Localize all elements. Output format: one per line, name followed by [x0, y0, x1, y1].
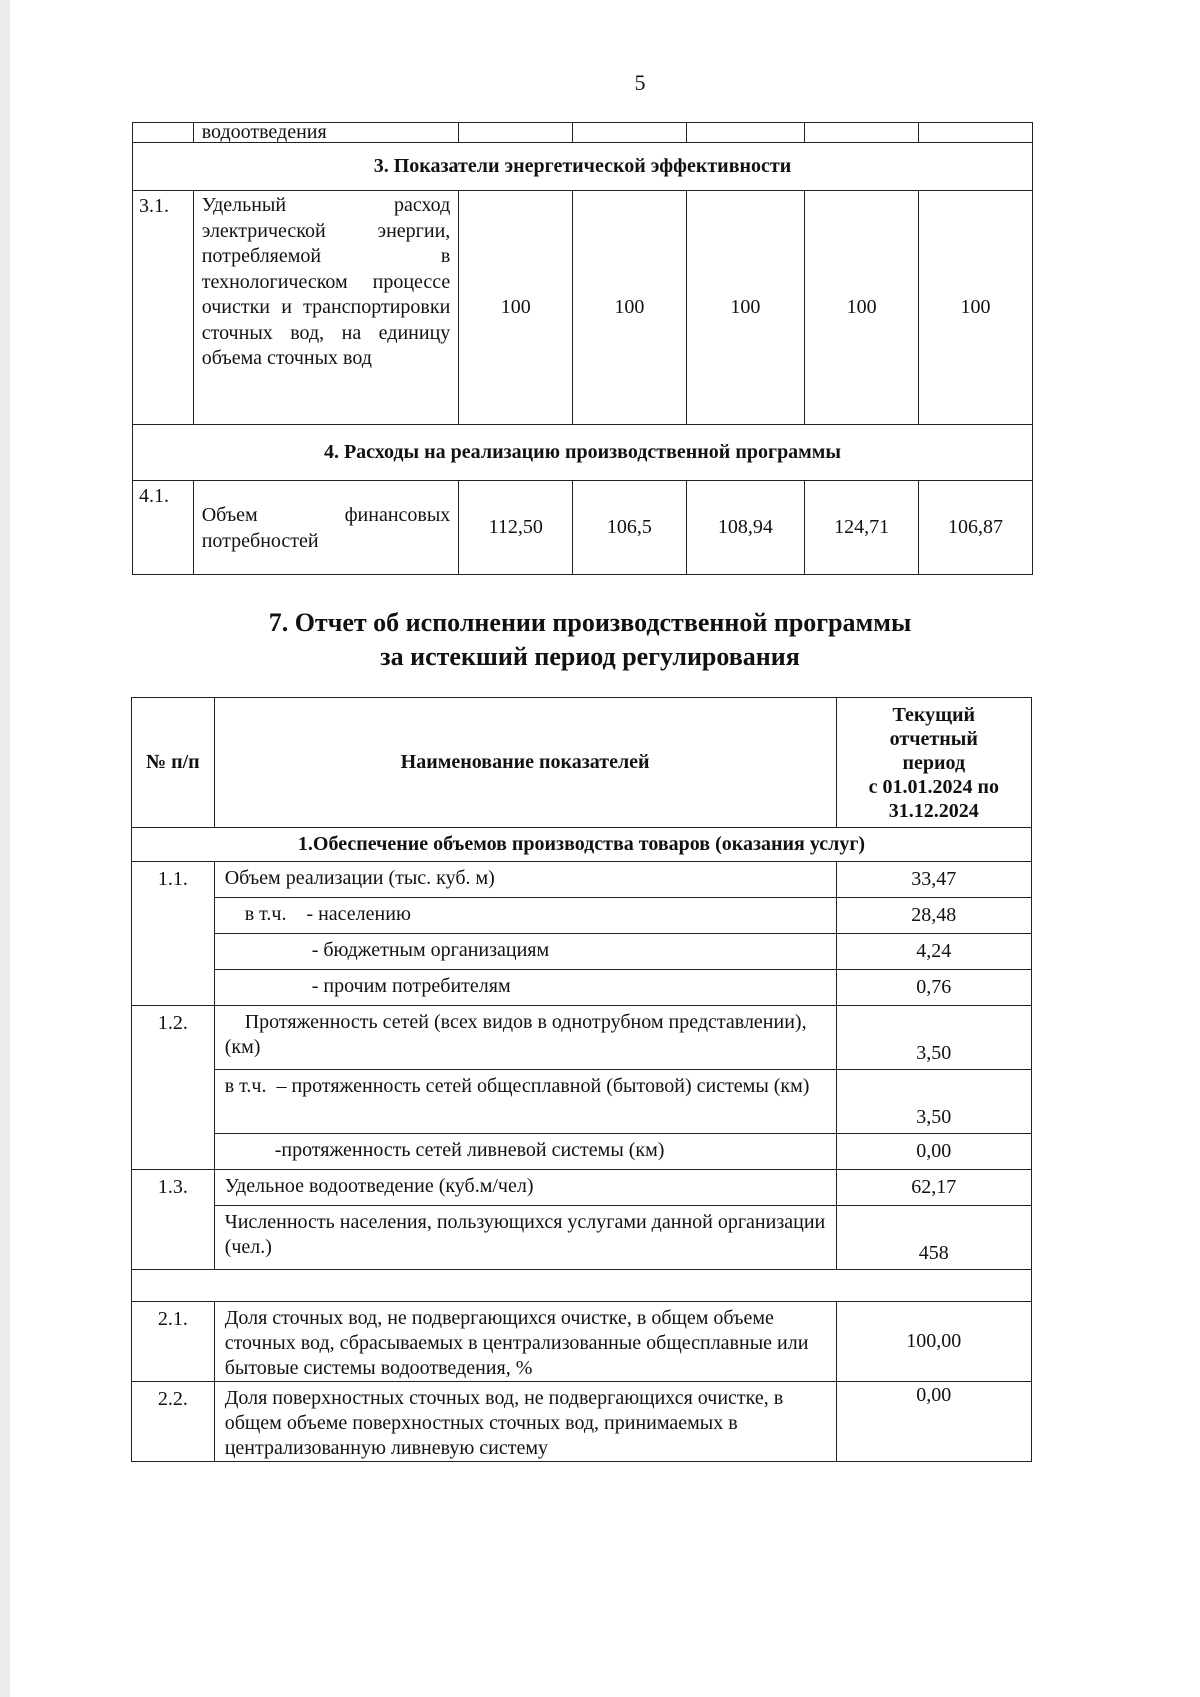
- indicator-name: - бюджетным организациям: [214, 934, 836, 970]
- page-number: 5: [634, 70, 646, 95]
- value-cell: 100: [919, 191, 1033, 425]
- indicator-name: Удельное водоотведение (куб.м/чел): [214, 1170, 836, 1206]
- report-table: [131, 697, 1032, 1462]
- indicator-name: в т.ч. – протяженность сетей общесплавной (бытовой) системы (км): [214, 1070, 836, 1134]
- indicator-name: Протяженность сетей (всех видов в однотрубном представлении), (км): [214, 1006, 836, 1070]
- indicator-name: Доля сточных вод, не подвергающихся очистке, в общем объеме сточных вод, сбрасываемых в централизованные общесплавные или бытовые системы водоотведения, %: [214, 1302, 836, 1382]
- section-row: [133, 143, 1033, 191]
- table-row: [133, 191, 1033, 425]
- report-title-line2: за истекший период регулирования: [380, 642, 800, 671]
- empty-section-cell: [132, 1270, 1032, 1302]
- value-cell: 458: [836, 1206, 1031, 1270]
- report-title: [140, 606, 1040, 674]
- value-cell: 112,50: [459, 481, 573, 575]
- section-3-heading: 3. Показатели энергетической эффективности: [133, 143, 1033, 191]
- table-row: [132, 1170, 1032, 1206]
- value-cell: 28,48: [836, 898, 1031, 934]
- report-title-line1: 7. Отчет об исполнении производственной программы: [268, 608, 912, 637]
- header-row: [132, 698, 1032, 828]
- header-name: Наименование показателей: [214, 698, 836, 828]
- section-4-heading: 4. Расходы на реализацию производственной программы: [133, 425, 1033, 481]
- table-row: [132, 934, 1032, 970]
- value-cell: 0,00: [836, 1134, 1031, 1170]
- row-number: 2.2.: [132, 1382, 215, 1462]
- indicator-name: Доля поверхностных сточных вод, не подвергающихся очистке, в общем объеме поверхностных сточных вод, принимаемых в централизованную ливневую систему: [214, 1382, 836, 1462]
- value-cell: 62,17: [836, 1170, 1031, 1206]
- row-number: 2.1.: [132, 1302, 215, 1382]
- section-row: [132, 1270, 1032, 1302]
- value-cell: 100,00: [836, 1302, 1031, 1382]
- header-num: № п/п: [132, 698, 215, 828]
- cell-num: [133, 123, 194, 143]
- table-row: [132, 1070, 1032, 1134]
- value-cell: 106,5: [573, 481, 686, 575]
- table-row: [132, 1134, 1032, 1170]
- value-cell: 108,94: [686, 481, 805, 575]
- document-page: [10, 0, 1200, 1697]
- table-row: [133, 123, 1033, 143]
- table-row: [132, 1206, 1032, 1270]
- section-row: [133, 425, 1033, 481]
- indicator-name: Объем реализации (тыс. куб. м): [214, 862, 836, 898]
- table-row: [132, 862, 1032, 898]
- row-number: 1.2.: [132, 1006, 215, 1170]
- value-cell: 106,87: [919, 481, 1033, 575]
- table-row: [132, 970, 1032, 1006]
- value-cell: 33,47: [836, 862, 1031, 898]
- cell-name: водоотведения: [193, 123, 459, 143]
- row-number: 1.1.: [132, 862, 215, 1006]
- value-cell: 3,50: [836, 1070, 1031, 1134]
- table-row: [132, 1302, 1032, 1382]
- row-number: 4.1.: [133, 481, 194, 575]
- value-cell: 0,00: [836, 1382, 1031, 1462]
- indicator-name: Удельный расход электрической энергии, потребляемой в технологическом процессе очистки и транспортировки сточных вод, на единицу объема сточных вод: [193, 191, 459, 425]
- value-cell: 100: [686, 191, 805, 425]
- value-cell: 100: [805, 191, 919, 425]
- row-number: 3.1.: [133, 191, 194, 425]
- indicator-name: Объем финансовых потребностей: [193, 481, 459, 575]
- row-number: 1.3.: [132, 1170, 215, 1270]
- table-row: [133, 481, 1033, 575]
- indicators-table: [132, 122, 1033, 575]
- indicator-name: - прочим потребителям: [214, 970, 836, 1006]
- value-cell: 124,71: [805, 481, 919, 575]
- indicator-name: в т.ч. - населению: [214, 898, 836, 934]
- value-cell: 100: [573, 191, 686, 425]
- section-row: [132, 828, 1032, 862]
- section-1-heading: 1.Обеспечение объемов производства товаров (оказания услуг): [132, 828, 1032, 862]
- table-row: [132, 1006, 1032, 1070]
- indicator-name: -протяженность сетей ливневой системы (км): [214, 1134, 836, 1170]
- value-cell: 0,76: [836, 970, 1031, 1006]
- table-row: [132, 898, 1032, 934]
- value-cell: 4,24: [836, 934, 1031, 970]
- indicator-name: Численность населения, пользующихся услугами данной организации (чел.): [214, 1206, 836, 1270]
- value-cell: 3,50: [836, 1006, 1031, 1070]
- header-period: Текущий отчетный период с 01.01.2024 по 31.12.2024: [836, 698, 1031, 828]
- table-row: [132, 1382, 1032, 1462]
- value-cell: 100: [459, 191, 573, 425]
